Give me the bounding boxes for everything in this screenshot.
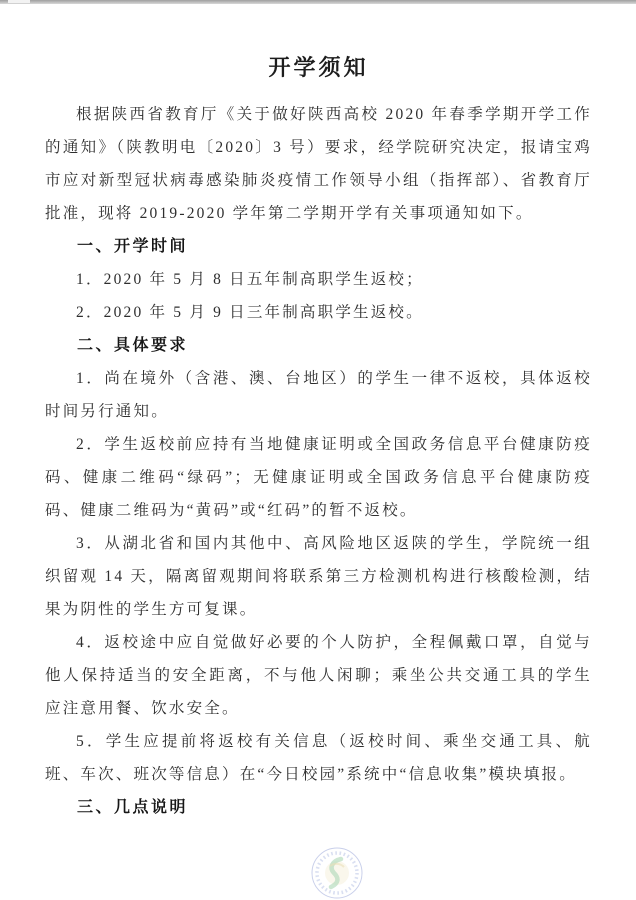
scan-top-edge-notch xyxy=(8,0,30,3)
section-1-item-1: 1．2020 年 5 月 8 日五年制高职学生返校； xyxy=(76,271,424,288)
section-2-item-1: 1．尚在境外（含港、澳、台地区）的学生一律不返校，具体返校时间另行通知。 xyxy=(45,370,592,420)
school-seal-watermark xyxy=(310,846,364,900)
section-2-heading: 二、具体要求 xyxy=(77,337,189,354)
section-2-item-3: 3．从湖北省和国内其他中、高风险地区返陕的学生，学院统一组织留观 14 天，隔离留观期间将联系第三方检测机构进行核酸检测，结果为阴性的学生方可复课。 xyxy=(45,535,592,618)
document-title: 开学须知 xyxy=(268,55,369,80)
section-2-item-4: 4．返校途中应自觉做好必要的个人防护，全程佩戴口罩，自觉与他人保持适当的安全距离，不与他人闲聊；乘坐公共交通工具的学生应注意用餐、饮水安全。 xyxy=(45,634,592,717)
section-1-heading: 一、开学时间 xyxy=(77,238,189,255)
section-1-item-2: 2．2020 年 5 月 9 日三年制高职学生返校。 xyxy=(76,304,424,321)
section-2-item-5: 5．学生应提前将返校有关信息（返校时间、乘坐交通工具、航班、车次、班次等信息）在“今日校园”系统中“信息收集”模块填报。 xyxy=(45,733,592,783)
section-2-item-2: 2．学生返校前应持有当地健康证明或全国政务信息平台健康防疫码、健康二维码“绿码”；无健康证明或全国政务信息平台健康防疫码、健康二维码为“黄码”或“红码”的暂不返校。 xyxy=(45,436,592,519)
section-3-heading: 三、几点说明 xyxy=(77,799,189,816)
scan-top-edge xyxy=(0,0,636,4)
document-content xyxy=(45,52,592,824)
intro-paragraph: 根据陕西省教育厅《关于做好陕西高校 2020 年春季学期开学工作的通知》（陕教明电〔2020〕3 号）要求，经学院研究决定，报请宝鸡市应对新型冠状病毒感染肺炎疫情工作领导小组（指挥部）、省教育厅批准，现将 2019-2020 学年第二学期开学有关事项通知如下。 xyxy=(45,106,592,222)
school-seal-icon xyxy=(310,846,364,900)
